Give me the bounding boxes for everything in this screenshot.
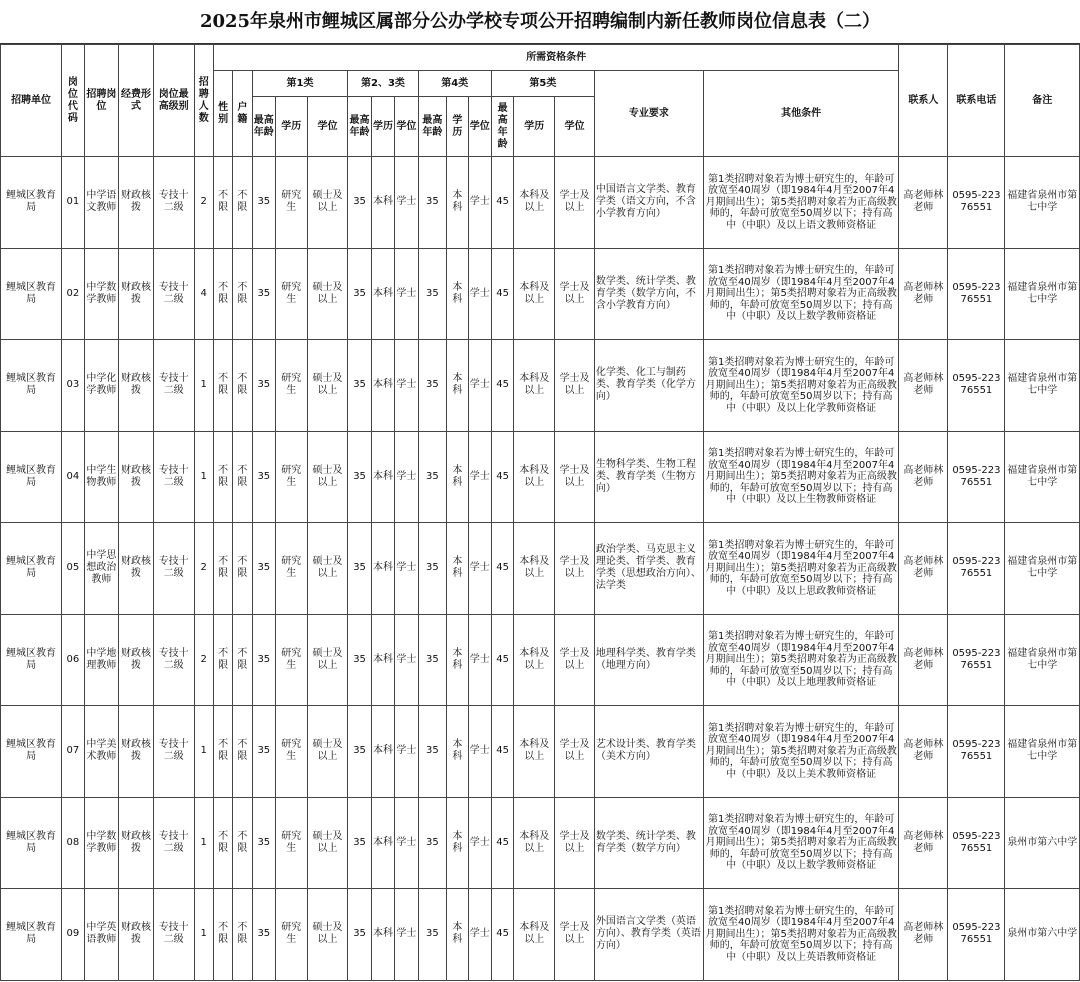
cell-cat4-degree: 学士 [468, 523, 491, 615]
cell-count: 1 [194, 797, 213, 889]
cell-cat1-degree: 硕士及以上 [307, 340, 348, 432]
cell-gender: 不限 [213, 248, 232, 340]
header-code: 岗位代码 [62, 45, 84, 157]
cell-hukou: 不限 [233, 889, 252, 981]
cell-unit: 鲤城区教育局 [1, 431, 62, 523]
cell-major: 地理科学类、教育学类（地理方向） [594, 614, 703, 706]
cell-note: 福建省泉州市第七中学 [1005, 614, 1080, 706]
cell-note: 福建省泉州市第七中学 [1005, 248, 1080, 340]
table-row [1, 431, 1080, 523]
cell-cat1-age: 35 [252, 889, 275, 981]
header-cat1-edu: 学历 [276, 97, 308, 157]
table-row [1, 523, 1080, 615]
cell-other: 第1类招聘对象若为博士研究生的，年龄可放宽至40周岁（即1984年4月至2007年4月期间出生）；第5类招聘对象若为正高级教师的，年龄可放宽至50周岁以下；持有高中（中职）及以上数学教师资格证 [703, 797, 899, 889]
cell-cat5-age: 45 [491, 614, 513, 706]
table-row [1, 157, 1080, 249]
cell-code: 04 [62, 431, 84, 523]
cell-cat1-age: 35 [252, 157, 275, 249]
header-cat23-edu: 学历 [371, 97, 394, 157]
cell-cat1-degree: 硕士及以上 [307, 157, 348, 249]
header-funding: 经费形式 [119, 45, 154, 157]
cell-funding: 财政核拨 [119, 157, 154, 249]
cell-cat1-age: 35 [252, 248, 275, 340]
cell-cat4-edu: 本科 [447, 797, 468, 889]
header-cat5-degree: 学位 [555, 97, 595, 157]
cell-cat4-edu: 本科 [447, 523, 468, 615]
cell-cat5-age: 45 [491, 340, 513, 432]
cell-cat5-edu: 本科及以上 [514, 706, 555, 798]
cell-contact: 高老师林老师 [899, 523, 948, 615]
cell-cat23-age: 35 [348, 523, 371, 615]
cell-gender: 不限 [213, 614, 232, 706]
cell-unit: 鲤城区教育局 [1, 340, 62, 432]
cell-funding: 财政核拨 [119, 340, 154, 432]
cell-cat4-degree: 学士 [468, 431, 491, 523]
cell-cat1-edu: 研究生 [276, 248, 308, 340]
cell-cat4-degree: 学士 [468, 248, 491, 340]
cell-cat23-degree: 学士 [395, 797, 418, 889]
cell-cat23-age: 35 [348, 157, 371, 249]
cell-gender: 不限 [213, 889, 232, 981]
cell-post: 中学美术教师 [84, 706, 119, 798]
cell-cat23-edu: 本科 [371, 431, 394, 523]
cell-cat1-edu: 研究生 [276, 614, 308, 706]
cell-gender: 不限 [213, 431, 232, 523]
cell-cat1-degree: 硕士及以上 [307, 889, 348, 981]
cell-hukou: 不限 [233, 157, 252, 249]
header-requirements: 所需资格条件 [213, 45, 899, 71]
cell-hukou: 不限 [233, 431, 252, 523]
cell-cat23-age: 35 [348, 431, 371, 523]
cell-post: 中学化学教师 [84, 340, 119, 432]
cell-cat23-age: 35 [348, 248, 371, 340]
cell-code: 08 [62, 797, 84, 889]
header-cat5: 第5类 [491, 71, 594, 97]
cell-phone: 0595-22376551 [948, 523, 1005, 615]
cell-major: 艺术设计类、教育学类（美术方向） [594, 706, 703, 798]
cell-cat4-degree: 学士 [468, 797, 491, 889]
cell-hukou: 不限 [233, 614, 252, 706]
cell-note: 泉州市第六中学 [1005, 797, 1080, 889]
cell-contact: 高老师林老师 [899, 706, 948, 798]
cell-cat23-edu: 本科 [371, 614, 394, 706]
cell-cat4-age: 35 [418, 706, 447, 798]
cell-code: 07 [62, 706, 84, 798]
header-cat4: 第4类 [418, 71, 491, 97]
cell-note: 福建省泉州市第七中学 [1005, 157, 1080, 249]
cell-cat4-age: 35 [418, 157, 447, 249]
cell-funding: 财政核拨 [119, 248, 154, 340]
header-other: 其他条件 [703, 71, 899, 157]
cell-phone: 0595-22376551 [948, 614, 1005, 706]
cell-cat23-age: 35 [348, 340, 371, 432]
cell-cat23-edu: 本科 [371, 157, 394, 249]
cell-cat4-edu: 本科 [447, 706, 468, 798]
header-level: 岗位最高级别 [153, 45, 194, 157]
header-cat23-degree: 学位 [395, 97, 418, 157]
cell-funding: 财政核拨 [119, 523, 154, 615]
cell-cat23-degree: 学士 [395, 706, 418, 798]
cell-note: 福建省泉州市第七中学 [1005, 523, 1080, 615]
header-cat23: 第2、3类 [348, 71, 418, 97]
cell-unit: 鲤城区教育局 [1, 614, 62, 706]
cell-other: 第1类招聘对象若为博士研究生的，年龄可放宽至40周岁（即1984年4月至2007年4月期间出生）；第5类招聘对象若为正高级教师的，年龄可放宽至50周岁以下；持有高中（中职）及以上生物教师资格证 [703, 431, 899, 523]
cell-other: 第1类招聘对象若为博士研究生的，年龄可放宽至40周岁（即1984年4月至2007年4月期间出生）；第5类招聘对象若为正高级教师的，年龄可放宽至50周岁以下；持有高中（中职）及以上地理教师资格证 [703, 614, 899, 706]
cell-other: 第1类招聘对象若为博士研究生的，年龄可放宽至40周岁（即1984年4月至2007年4月期间出生）；第5类招聘对象若为正高级教师的，年龄可放宽至50周岁以下；持有高中（中职）及以上数学教师资格证 [703, 248, 899, 340]
cell-post: 中学生物教师 [84, 431, 119, 523]
header-phone: 联系电话 [948, 45, 1005, 157]
cell-level: 专技十二级 [153, 614, 194, 706]
cell-cat4-degree: 学士 [468, 340, 491, 432]
cell-cat23-degree: 学士 [395, 523, 418, 615]
cell-hukou: 不限 [233, 706, 252, 798]
cell-cat23-degree: 学士 [395, 248, 418, 340]
cell-cat1-age: 35 [252, 523, 275, 615]
cell-cat4-age: 35 [418, 797, 447, 889]
cell-funding: 财政核拨 [119, 797, 154, 889]
cell-cat23-age: 35 [348, 889, 371, 981]
cell-cat1-edu: 研究生 [276, 523, 308, 615]
cell-cat5-edu: 本科及以上 [514, 614, 555, 706]
cell-other: 第1类招聘对象若为博士研究生的，年龄可放宽至40周岁（即1984年4月至2007年4月期间出生）；第5类招聘对象若为正高级教师的，年龄可放宽至50周岁以下；持有高中（中职）及以上思政教师资格证 [703, 523, 899, 615]
table-row [1, 889, 1080, 981]
cell-cat1-age: 35 [252, 340, 275, 432]
header-count: 招聘人数 [194, 45, 213, 157]
cell-funding: 财政核拨 [119, 889, 154, 981]
cell-contact: 高老师林老师 [899, 157, 948, 249]
cell-gender: 不限 [213, 523, 232, 615]
header-hukou: 户籍 [233, 71, 252, 157]
cell-cat5-age: 45 [491, 889, 513, 981]
cell-note: 福建省泉州市第七中学 [1005, 340, 1080, 432]
cell-cat5-age: 45 [491, 157, 513, 249]
cell-cat5-age: 45 [491, 523, 513, 615]
cell-cat23-degree: 学士 [395, 340, 418, 432]
cell-cat1-edu: 研究生 [276, 889, 308, 981]
cell-cat1-edu: 研究生 [276, 157, 308, 249]
cell-cat4-edu: 本科 [447, 340, 468, 432]
cell-cat5-edu: 本科及以上 [514, 431, 555, 523]
cell-cat5-degree: 学士及以上 [555, 889, 595, 981]
cell-code: 01 [62, 157, 84, 249]
cell-phone: 0595-22376551 [948, 248, 1005, 340]
cell-level: 专技十二级 [153, 340, 194, 432]
cell-post: 中学地理教师 [84, 614, 119, 706]
cell-cat5-degree: 学士及以上 [555, 706, 595, 798]
cell-cat5-edu: 本科及以上 [514, 157, 555, 249]
cell-cat5-degree: 学士及以上 [555, 614, 595, 706]
cell-cat5-edu: 本科及以上 [514, 889, 555, 981]
cell-cat5-edu: 本科及以上 [514, 340, 555, 432]
cell-hukou: 不限 [233, 340, 252, 432]
cell-post: 中学语文教师 [84, 157, 119, 249]
cell-count: 1 [194, 431, 213, 523]
header-cat4-edu: 学历 [447, 97, 468, 157]
cell-cat23-degree: 学士 [395, 614, 418, 706]
cell-major: 外国语言文学类（英语方向）、教育学类（英语方向） [594, 889, 703, 981]
cell-cat5-age: 45 [491, 248, 513, 340]
header-cat1-degree: 学位 [307, 97, 348, 157]
cell-code: 05 [62, 523, 84, 615]
cell-phone: 0595-22376551 [948, 431, 1005, 523]
cell-post: 中学数学教师 [84, 248, 119, 340]
cell-cat1-age: 35 [252, 706, 275, 798]
header-cat1: 第1类 [252, 71, 348, 97]
cell-major: 生物科学类、生物工程类、教育学类（生物方向） [594, 431, 703, 523]
table-row [1, 614, 1080, 706]
cell-gender: 不限 [213, 157, 232, 249]
cell-hukou: 不限 [233, 248, 252, 340]
header-post: 招聘岗位 [84, 45, 119, 157]
header-cat5-edu: 学历 [514, 97, 555, 157]
cell-major: 数学类、统计学类、教育学类（数学方向） [594, 797, 703, 889]
cell-post: 中学数学教师 [84, 797, 119, 889]
cell-other: 第1类招聘对象若为博士研究生的，年龄可放宽至40周岁（即1984年4月至2007年4月期间出生）；第5类招聘对象若为正高级教师的，年龄可放宽至50周岁以下；持有高中（中职）及以上语文教师资格证 [703, 157, 899, 249]
job-table [0, 44, 1080, 981]
cell-gender: 不限 [213, 797, 232, 889]
cell-cat5-degree: 学士及以上 [555, 248, 595, 340]
cell-cat1-age: 35 [252, 797, 275, 889]
cell-gender: 不限 [213, 340, 232, 432]
cell-level: 专技十二级 [153, 797, 194, 889]
cell-note: 泉州市第六中学 [1005, 889, 1080, 981]
cell-level: 专技十二级 [153, 706, 194, 798]
cell-cat5-age: 45 [491, 431, 513, 523]
cell-cat4-edu: 本科 [447, 431, 468, 523]
cell-contact: 高老师林老师 [899, 797, 948, 889]
cell-cat1-degree: 硕士及以上 [307, 523, 348, 615]
cell-cat4-age: 35 [418, 340, 447, 432]
cell-cat23-degree: 学士 [395, 431, 418, 523]
cell-cat4-age: 35 [418, 614, 447, 706]
cell-contact: 高老师林老师 [899, 431, 948, 523]
cell-cat1-degree: 硕士及以上 [307, 614, 348, 706]
cell-unit: 鲤城区教育局 [1, 797, 62, 889]
cell-cat23-degree: 学士 [395, 157, 418, 249]
cell-funding: 财政核拨 [119, 431, 154, 523]
cell-cat23-edu: 本科 [371, 248, 394, 340]
cell-cat1-degree: 硕士及以上 [307, 248, 348, 340]
header-major: 专业要求 [594, 71, 703, 157]
cell-cat1-age: 35 [252, 614, 275, 706]
cell-cat1-edu: 研究生 [276, 706, 308, 798]
cell-cat5-degree: 学士及以上 [555, 523, 595, 615]
header-note: 备注 [1005, 45, 1080, 157]
cell-count: 2 [194, 157, 213, 249]
cell-level: 专技十二级 [153, 431, 194, 523]
cell-unit: 鲤城区教育局 [1, 157, 62, 249]
cell-unit: 鲤城区教育局 [1, 889, 62, 981]
cell-cat4-degree: 学士 [468, 706, 491, 798]
cell-contact: 高老师林老师 [899, 614, 948, 706]
cell-phone: 0595-22376551 [948, 797, 1005, 889]
table-row [1, 248, 1080, 340]
cell-cat1-edu: 研究生 [276, 797, 308, 889]
cell-cat23-edu: 本科 [371, 706, 394, 798]
cell-cat4-edu: 本科 [447, 889, 468, 981]
cell-cat5-age: 45 [491, 797, 513, 889]
cell-cat5-degree: 学士及以上 [555, 797, 595, 889]
cell-code: 09 [62, 889, 84, 981]
cell-post: 中学思想政治教师 [84, 523, 119, 615]
cell-post: 中学英语教师 [84, 889, 119, 981]
cell-note: 福建省泉州市第七中学 [1005, 431, 1080, 523]
cell-cat23-degree: 学士 [395, 889, 418, 981]
cell-cat5-edu: 本科及以上 [514, 523, 555, 615]
cell-cat4-degree: 学士 [468, 157, 491, 249]
cell-count: 2 [194, 614, 213, 706]
cell-major: 化学类、化工与制药类、教育学类（化学方向） [594, 340, 703, 432]
header-gender: 性别 [213, 71, 232, 157]
cell-cat4-edu: 本科 [447, 614, 468, 706]
table-row [1, 797, 1080, 889]
cell-cat1-edu: 研究生 [276, 340, 308, 432]
cell-cat5-edu: 本科及以上 [514, 797, 555, 889]
cell-contact: 高老师林老师 [899, 248, 948, 340]
cell-contact: 高老师林老师 [899, 889, 948, 981]
cell-other: 第1类招聘对象若为博士研究生的，年龄可放宽至40周岁（即1984年4月至2007年4月期间出生）；第5类招聘对象若为正高级教师的，年龄可放宽至50周岁以下；持有高中（中职）及以上化学教师资格证 [703, 340, 899, 432]
cell-cat5-degree: 学士及以上 [555, 340, 595, 432]
cell-cat23-edu: 本科 [371, 523, 394, 615]
header-cat1-age: 最高年龄 [252, 97, 275, 157]
cell-contact: 高老师林老师 [899, 340, 948, 432]
cell-hukou: 不限 [233, 523, 252, 615]
cell-cat1-age: 35 [252, 431, 275, 523]
cell-gender: 不限 [213, 706, 232, 798]
cell-cat5-degree: 学士及以上 [555, 431, 595, 523]
cell-major: 政治学类、马克思主义理论类、哲学类、教育学类（思想政治方向）、法学类 [594, 523, 703, 615]
cell-cat23-age: 35 [348, 614, 371, 706]
cell-cat1-degree: 硕士及以上 [307, 431, 348, 523]
table-row [1, 340, 1080, 432]
cell-cat4-edu: 本科 [447, 157, 468, 249]
cell-code: 02 [62, 248, 84, 340]
cell-funding: 财政核拨 [119, 706, 154, 798]
cell-phone: 0595-22376551 [948, 889, 1005, 981]
cell-cat4-age: 35 [418, 523, 447, 615]
header-cat5-age: 最高年龄 [491, 97, 513, 157]
cell-phone: 0595-22376551 [948, 157, 1005, 249]
cell-phone: 0595-22376551 [948, 340, 1005, 432]
cell-count: 4 [194, 248, 213, 340]
header-cat4-degree: 学位 [468, 97, 491, 157]
cell-cat5-edu: 本科及以上 [514, 248, 555, 340]
cell-other: 第1类招聘对象若为博士研究生的，年龄可放宽至40周岁（即1984年4月至2007年4月期间出生）；第5类招聘对象若为正高级教师的，年龄可放宽至50周岁以下；持有高中（中职）及以上英语教师资格证 [703, 889, 899, 981]
cell-cat1-degree: 硕士及以上 [307, 797, 348, 889]
cell-count: 1 [194, 706, 213, 798]
cell-major: 中国语言文学类、教育学类（语文方向，不含小学教育方向） [594, 157, 703, 249]
cell-level: 专技十二级 [153, 157, 194, 249]
page-title: 2025年泉州市鲤城区属部分公办学校专项公开招聘编制内新任教师岗位信息表（二） [0, 0, 1080, 44]
cell-unit: 鲤城区教育局 [1, 523, 62, 615]
cell-major: 数学类、统计学类、教育学类（数学方向，不含小学教育方向） [594, 248, 703, 340]
header-cat23-age: 最高年龄 [348, 97, 371, 157]
cell-cat23-edu: 本科 [371, 340, 394, 432]
cell-phone: 0595-22376551 [948, 706, 1005, 798]
cell-level: 专技十二级 [153, 889, 194, 981]
table-body [1, 157, 1080, 981]
cell-code: 03 [62, 340, 84, 432]
cell-funding: 财政核拨 [119, 614, 154, 706]
cell-count: 2 [194, 523, 213, 615]
cell-count: 1 [194, 889, 213, 981]
cell-cat4-degree: 学士 [468, 889, 491, 981]
cell-level: 专技十二级 [153, 248, 194, 340]
cell-cat5-age: 45 [491, 706, 513, 798]
header-cat4-age: 最高年龄 [418, 97, 447, 157]
cell-other: 第1类招聘对象若为博士研究生的，年龄可放宽至40周岁（即1984年4月至2007年4月期间出生）；第5类招聘对象若为正高级教师的，年龄可放宽至50周岁以下；持有高中（中职）及以上美术教师资格证 [703, 706, 899, 798]
cell-cat23-edu: 本科 [371, 797, 394, 889]
cell-cat4-edu: 本科 [447, 248, 468, 340]
cell-cat23-edu: 本科 [371, 889, 394, 981]
cell-level: 专技十二级 [153, 523, 194, 615]
cell-cat23-age: 35 [348, 706, 371, 798]
cell-unit: 鲤城区教育局 [1, 706, 62, 798]
cell-cat4-age: 35 [418, 889, 447, 981]
cell-cat1-degree: 硕士及以上 [307, 706, 348, 798]
header-unit: 招聘单位 [1, 45, 62, 157]
cell-note: 福建省泉州市第七中学 [1005, 706, 1080, 798]
cell-cat1-edu: 研究生 [276, 431, 308, 523]
cell-cat4-age: 35 [418, 431, 447, 523]
cell-unit: 鲤城区教育局 [1, 248, 62, 340]
cell-cat23-age: 35 [348, 797, 371, 889]
cell-count: 1 [194, 340, 213, 432]
cell-code: 06 [62, 614, 84, 706]
header-contact: 联系人 [899, 45, 948, 157]
cell-cat4-age: 35 [418, 248, 447, 340]
cell-hukou: 不限 [233, 797, 252, 889]
cell-cat4-degree: 学士 [468, 614, 491, 706]
table-row [1, 706, 1080, 798]
cell-cat5-degree: 学士及以上 [555, 157, 595, 249]
